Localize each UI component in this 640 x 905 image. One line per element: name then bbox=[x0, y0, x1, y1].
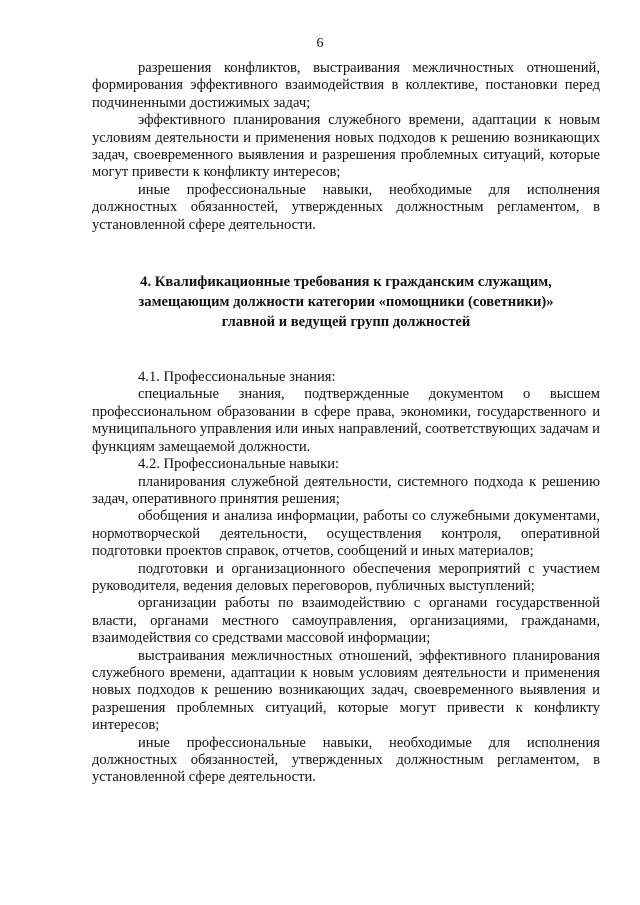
page-number: 6 bbox=[316, 36, 324, 51]
skills-paragraph: выстраивания межличностных отношений, эффективного планирования служебного времени, адаптации к новым условиям деятельности и применения новых подходов к решению возникающих задач, своевременного выявления и разрешения проблемных ситуаций, которые могут привести к конфликту интересов; bbox=[92, 647, 600, 734]
intro-paragraph: иные профессиональные навыки, необходимые для исполнения должностных обязанностей, утвержденных должностным регламентом, в установленной сфере деятельности. bbox=[92, 181, 600, 233]
document-body bbox=[92, 60, 600, 787]
skills-paragraph: организации работы по взаимодействию с органами государственной власти, органами местного самоуправления, организациями, гражданами, взаимодействия со средствами массовой информации; bbox=[92, 595, 600, 647]
intro-paragraph: разрешения конфликтов, выстраивания межличностных отношений, формирования эффективного взаимодействия в коллективе, постановки перед подчиненными достижимых задач; bbox=[92, 60, 600, 111]
section-title-line: замещающим должности категории «помощники (советники)» bbox=[138, 294, 554, 311]
knowledge-heading: 4.1. Профессиональные знания: bbox=[138, 369, 336, 386]
skills-paragraph: иные профессиональные навыки, необходимые для исполнения должностных обязанностей, утвержденных должностным регламентом, в установленной сфере деятельности. bbox=[92, 734, 600, 786]
skills-paragraph: планирования служебной деятельности, системного подхода к решению задач, оперативного принятия решения; bbox=[92, 473, 600, 507]
intro-paragraph: эффективного планирования служебного времени, адаптации к новым условиям деятельности и применения новых подходов к решению возникающих задач, своевременного выявления и разрешения проблемных ситуаций, которые могут привести к конфликту интересов; bbox=[92, 112, 600, 181]
skills-heading: 4.2. Профессиональные навыки: bbox=[138, 456, 340, 473]
skills-paragraph: подготовки и организационного обеспечения мероприятий с участием руководителя, ведения деловых переговоров, публичных выступлений; bbox=[92, 560, 600, 594]
section-title-line: главной и ведущей групп должностей bbox=[221, 314, 471, 331]
skills-paragraph: обобщения и анализа информации, работы со служебными документами, нормотворческой деятельности, осуществления контроля, оперативной подготовки проектов справок, отчетов, сообщений и иных материалов; bbox=[92, 508, 600, 560]
section-title-line: 4. Квалификационные требования к гражданским служащим, bbox=[140, 274, 552, 291]
knowledge-paragraph: специальные знания, подтвержденные документом о высшем профессиональном образовании в сфере права, экономики, государственного и муниципального управления или иных направлений, соответствующих задачам и функциям замещаемой должности. bbox=[92, 386, 600, 455]
section-title bbox=[92, 272, 600, 332]
